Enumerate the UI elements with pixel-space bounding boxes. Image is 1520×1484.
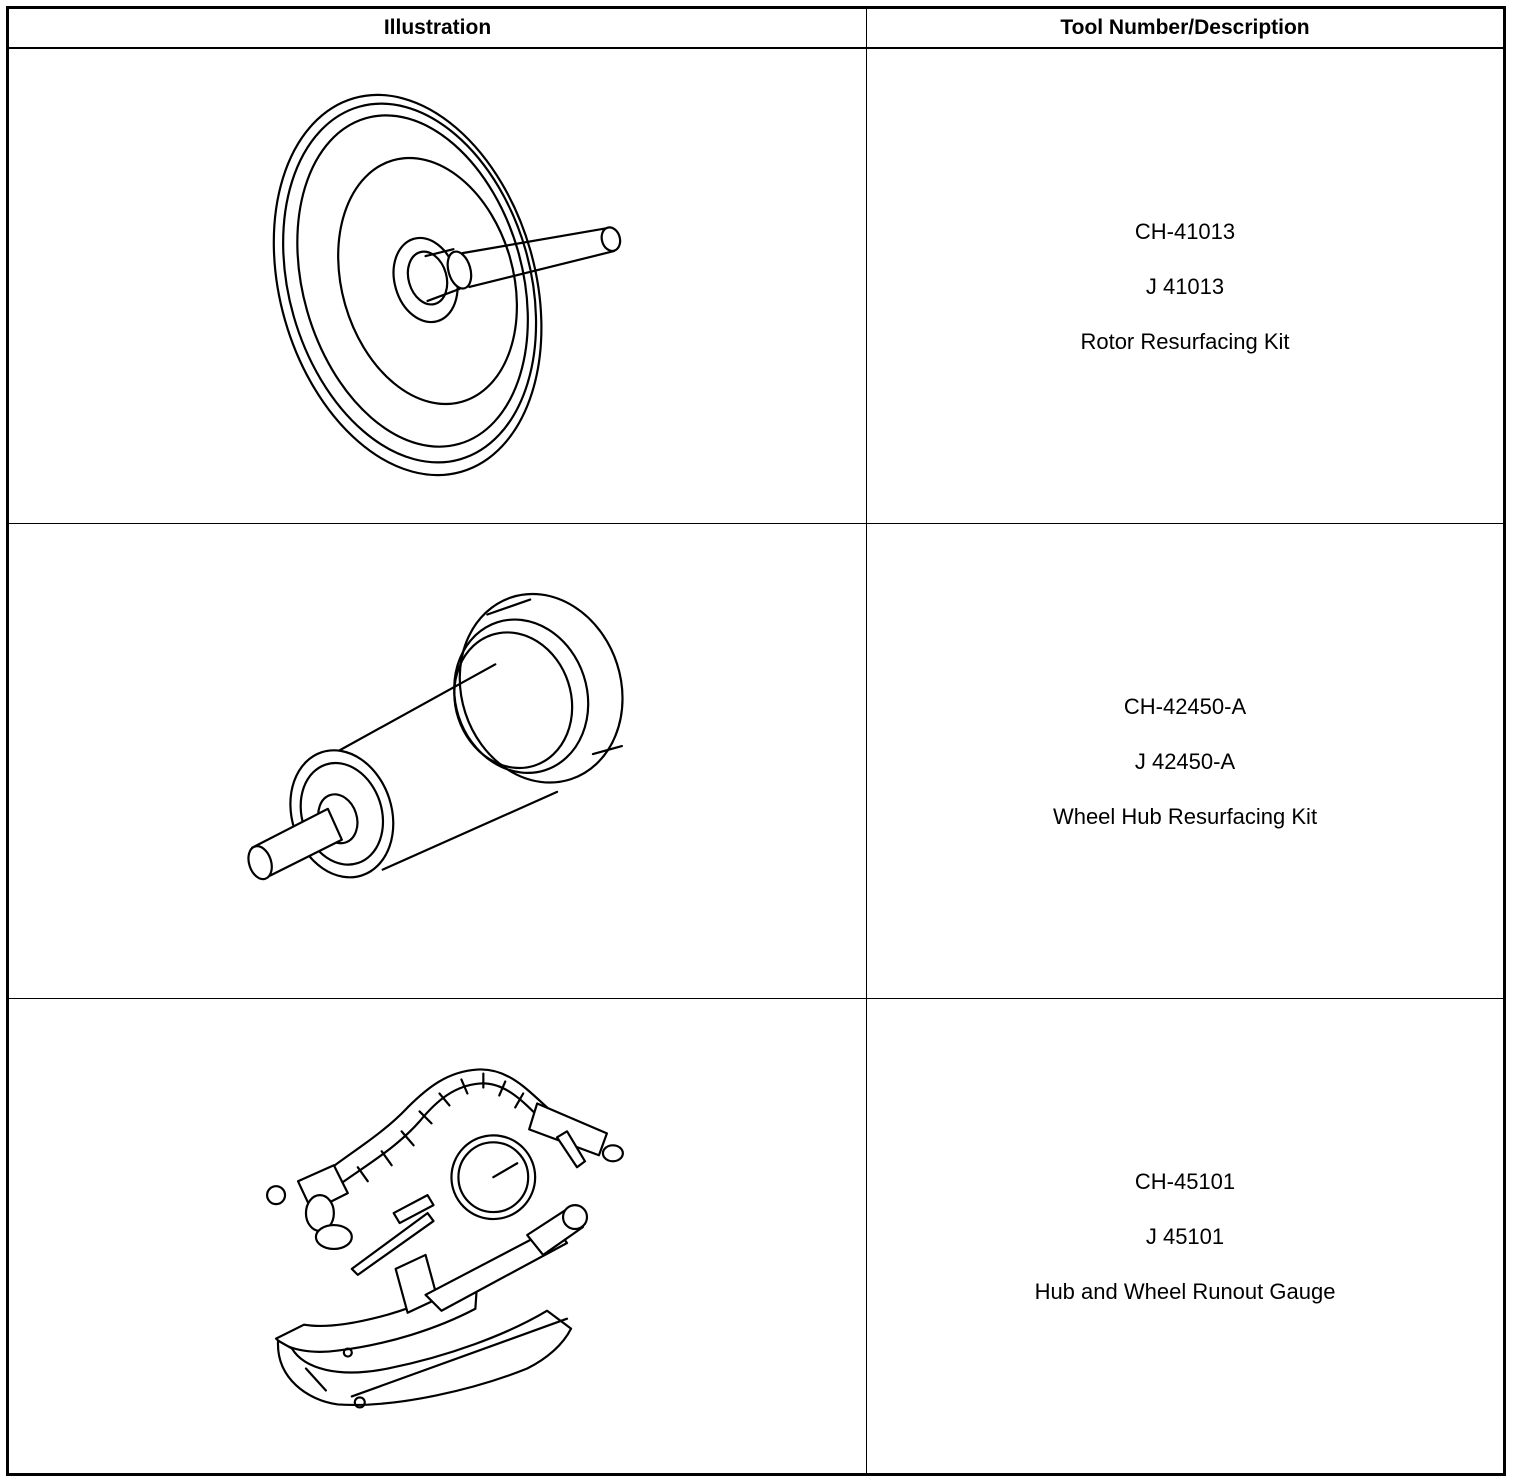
- row-1-tool-number-j: J 41013: [1145, 273, 1225, 299]
- runout-gauge-illustration-icon: [9, 999, 866, 1473]
- row-3-tool-number-ch: CH-45101: [1134, 1168, 1236, 1194]
- row-1-tool-number-ch: CH-41013: [1134, 218, 1236, 244]
- row-3-description-cell: [867, 999, 1503, 1473]
- row-1-illustration-cell: [9, 49, 867, 524]
- row-2-description-cell: [867, 524, 1503, 999]
- header-tool-number-description: Tool Number/Description: [867, 9, 1503, 49]
- row-2-illustration-cell: [9, 524, 867, 999]
- rotor-resurfacing-kit-illustration-icon: [9, 49, 866, 523]
- row-3-tool-number-j: J 45101: [1145, 1223, 1225, 1249]
- header-illustration: Illustration: [9, 9, 867, 49]
- row-1-description-cell: [867, 49, 1503, 524]
- wheel-hub-resurfacing-kit-illustration-icon: [9, 524, 866, 998]
- row-2-tool-number-j: J 42450-A: [1134, 748, 1236, 774]
- row-2-tool-number-ch: CH-42450-A: [1123, 693, 1247, 719]
- row-2-tool-description: Wheel Hub Resurfacing Kit: [1052, 803, 1318, 829]
- row-3-tool-description: Hub and Wheel Runout Gauge: [1034, 1278, 1336, 1304]
- row-1-tool-description: Rotor Resurfacing Kit: [1080, 328, 1290, 354]
- tool-table: [6, 6, 1506, 1476]
- row-3-illustration-cell: [9, 999, 867, 1473]
